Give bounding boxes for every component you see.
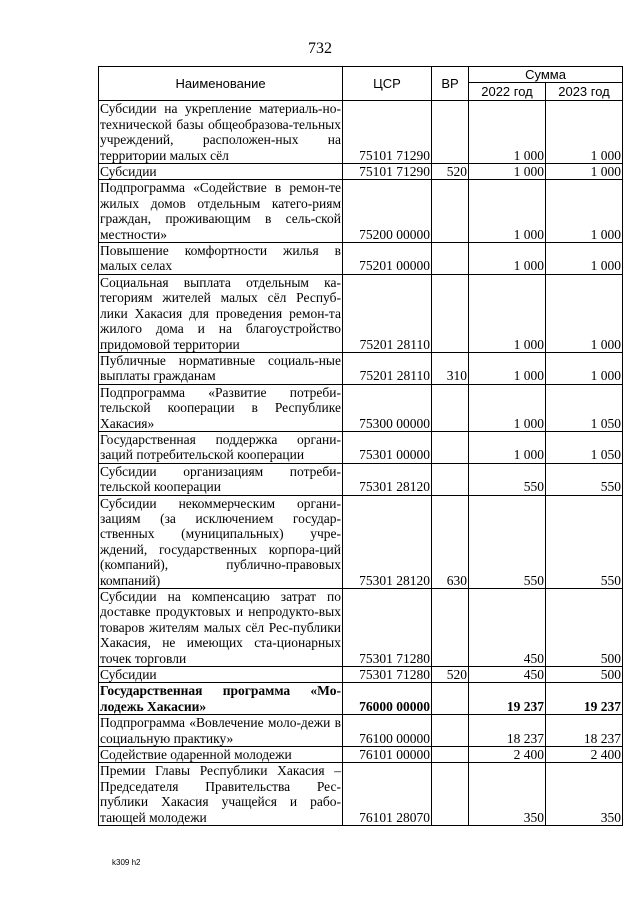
row-name: Содействие одаренной молодежи [99,747,343,763]
row-name: Подпрограмма «Вовлечение моло-дежи в социальную практику» [100,715,341,746]
row-csr: 75301 00000 [343,431,432,463]
row-csr: 75300 00000 [343,384,432,431]
row-vr [432,243,469,275]
row-csr: 75301 28120 [343,463,432,495]
row-vr [432,274,469,352]
row-amount-2023: 1 000 [546,243,623,275]
table-row [99,715,623,747]
row-csr: 75301 71280 [343,589,432,667]
table-row [99,463,623,495]
row-name: Субсидии [99,667,343,683]
row-amount-2023: 1 050 [546,384,623,431]
row-vr [432,180,469,243]
table-row [99,683,623,715]
table-row [99,180,623,243]
row-amount-2022: 1 000 [469,384,546,431]
row-amount-2022: 2 400 [469,747,546,763]
header-name: Наименование [99,67,343,101]
row-csr: 76100 00000 [343,715,432,747]
row-name: Субсидии [99,164,343,180]
header-sum: Сумма [469,67,623,83]
row-name: Субсидии на укрепление материаль-но-технической базы общеобразова-тельных учреждений, расположен-ных на территории малых сёл [100,101,341,163]
row-vr [432,763,469,826]
row-name: Субсидии некоммерческим органи-зациям (за исключением государ-ственных (муниципальных) учре-ждений, государственных корпора-ций (компаний), публично-правовых компаний) [100,495,341,588]
table-row [99,384,623,431]
budget-table [98,66,623,826]
row-amount-2023: 500 [546,589,623,667]
row-name: Подпрограмма «Содействие в ремон-те жилых домов отдельным катего-риям граждан, проживающим в сель-ской местности» [100,180,341,242]
row-vr [432,715,469,747]
row-amount-2022: 550 [469,495,546,588]
table-row [99,431,623,463]
row-vr [432,431,469,463]
row-amount-2023: 2 400 [546,747,623,763]
table-row [99,763,623,826]
row-vr: 630 [432,495,469,588]
header-csr: ЦСР [343,67,432,101]
row-csr: 75301 28120 [343,495,432,588]
row-csr: 75201 28110 [343,352,432,384]
row-csr: 76101 28070 [343,763,432,826]
row-csr: 75201 28110 [343,274,432,352]
footer-code: k309 h2 [112,858,141,867]
row-amount-2023: 550 [546,495,623,588]
row-vr [432,589,469,667]
row-amount-2023: 1 000 [546,101,623,164]
row-vr [432,101,469,164]
row-vr: 520 [432,667,469,683]
row-csr: 75201 00000 [343,243,432,275]
row-name: Премии Главы Республики Хакасия – Председателя Правительства Рес-публики Хакасия учащейся и рабо-тающей молодежи [100,763,341,825]
header-year-2022: 2022 год [469,83,546,101]
table-row [99,274,623,352]
row-amount-2022: 1 000 [469,431,546,463]
row-amount-2022: 1 000 [469,352,546,384]
row-amount-2022: 1 000 [469,243,546,275]
table-row [99,164,623,180]
row-name: Государственная программа «Мо-лодежь Хакасии» [100,683,341,714]
row-csr: 75301 71280 [343,667,432,683]
row-csr: 76000 00000 [343,683,432,715]
table-row [99,589,623,667]
row-name: Социальная выплата отдельным ка-тегориям жителей малых сёл Респуб-лики Хакасия для проведения ремон-та жилого дома и на благоустройство придомовой территории [100,274,341,352]
header-vr: ВР [432,67,469,101]
table-row [99,495,623,588]
row-amount-2022: 1 000 [469,101,546,164]
row-amount-2022: 1 000 [469,164,546,180]
row-amount-2022: 450 [469,589,546,667]
row-csr: 76101 00000 [343,747,432,763]
row-amount-2023: 550 [546,463,623,495]
row-vr [432,384,469,431]
row-amount-2023: 350 [546,763,623,826]
row-csr: 75200 00000 [343,180,432,243]
row-name: Публичные нормативные социаль-ные выплаты гражданам [100,352,341,384]
row-amount-2022: 1 000 [469,274,546,352]
table-row [99,101,623,164]
row-name: Государственная поддержка органи-заций потребительской кооперации [100,431,341,463]
row-name: Субсидии организациям потреби-тельской кооперации [100,463,341,495]
row-name: Повышение комфортности жилья в малых селах [100,243,341,274]
row-amount-2022: 550 [469,463,546,495]
row-amount-2023: 18 237 [546,715,623,747]
row-csr: 75101 71290 [343,164,432,180]
row-amount-2023: 19 237 [546,683,623,715]
row-amount-2023: 1 000 [546,180,623,243]
table-row [99,667,623,683]
row-name: Субсидии на компенсацию затрат по доставке продуктовых и непродукто-вых товаров жителям малых сёл Рес-публики Хакасия, не имеющих ста-ционарных точек торговли [100,589,341,666]
row-vr [432,747,469,763]
row-vr: 310 [432,352,469,384]
table-row [99,747,623,763]
row-name: Подпрограмма «Развитие потреби-тельской кооперации в Республике Хакасия» [100,384,341,431]
row-amount-2023: 1 000 [546,274,623,352]
row-amount-2022: 1 000 [469,180,546,243]
header-year-2023: 2023 год [546,83,623,101]
table-row [99,243,623,275]
row-amount-2023: 1 000 [546,352,623,384]
row-vr [432,463,469,495]
row-amount-2022: 350 [469,763,546,826]
table-row [99,352,623,384]
row-amount-2023: 500 [546,667,623,683]
row-vr [432,683,469,715]
row-csr: 75101 71290 [343,101,432,164]
row-amount-2022: 450 [469,667,546,683]
row-amount-2022: 19 237 [469,683,546,715]
row-amount-2022: 18 237 [469,715,546,747]
row-vr: 520 [432,164,469,180]
page-number: 732 [308,40,332,57]
row-amount-2023: 1 000 [546,164,623,180]
row-amount-2023: 1 050 [546,431,623,463]
